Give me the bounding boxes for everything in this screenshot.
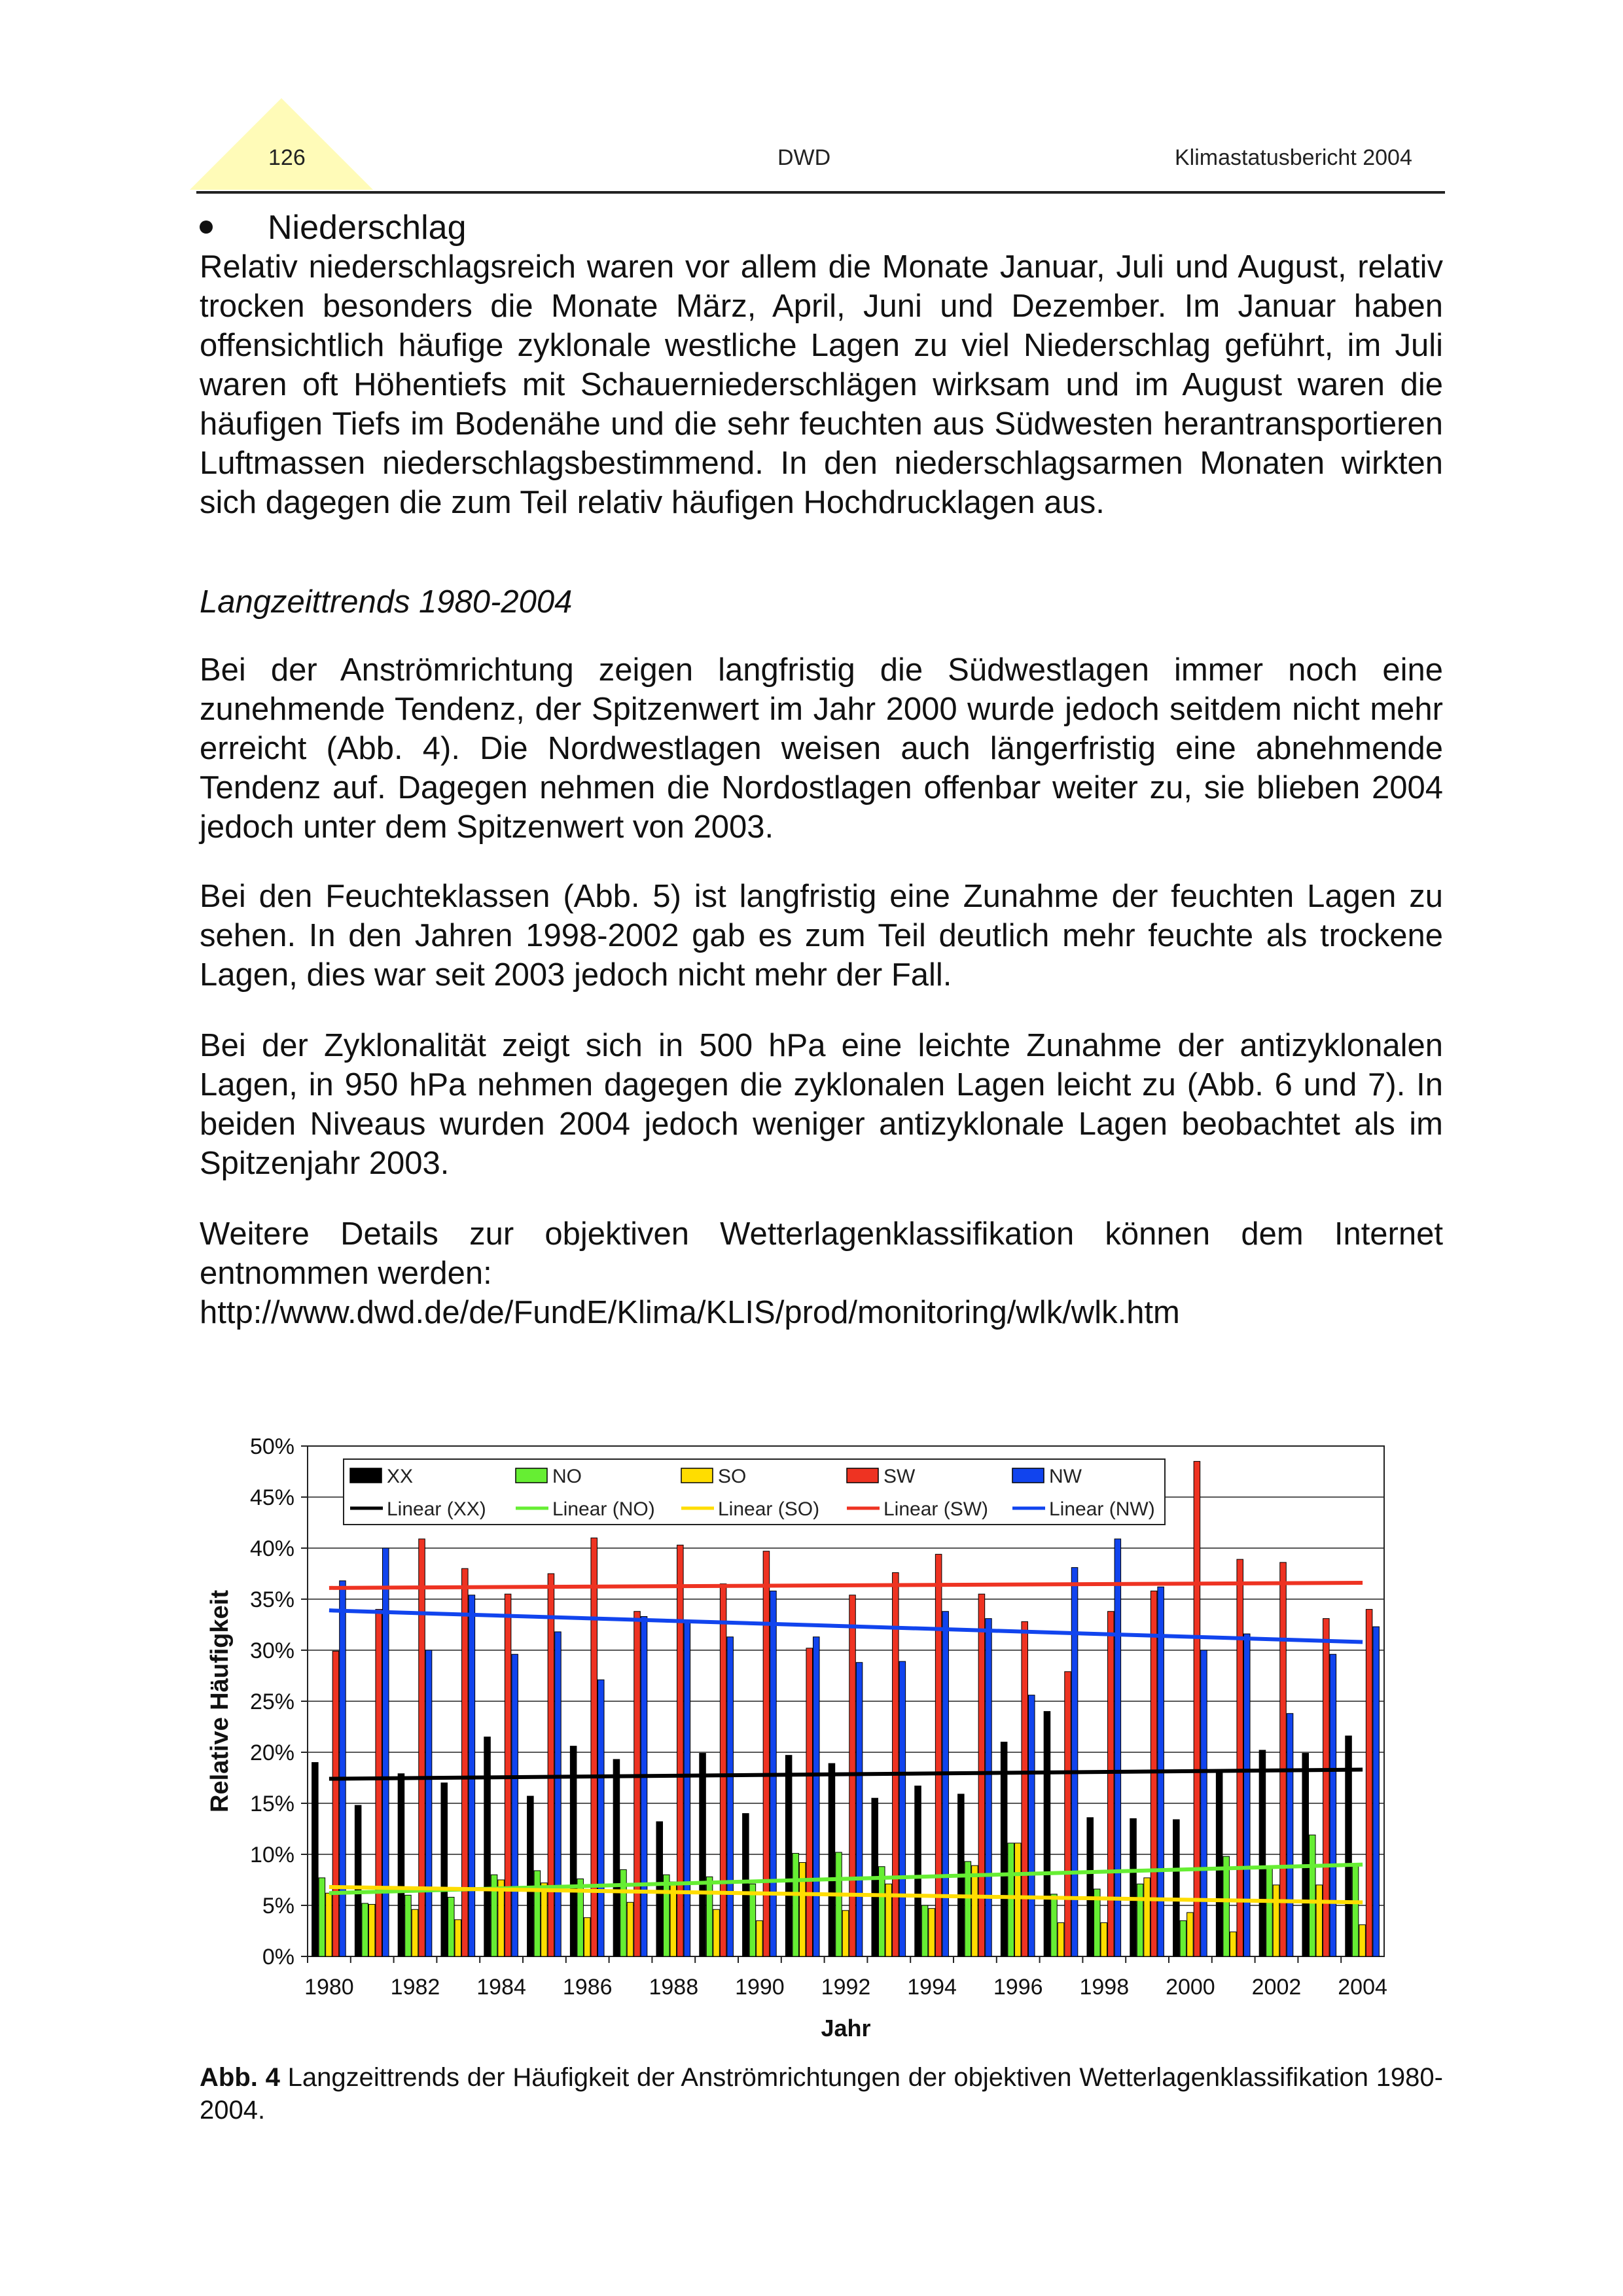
header-rule	[196, 191, 1445, 194]
x-tick-label: 1992	[821, 1975, 871, 2000]
legend-swatch-so	[681, 1468, 713, 1483]
bar-no-1993	[879, 1867, 885, 1956]
bar-sw-1999	[1150, 1591, 1157, 1956]
bar-sw-1980	[332, 1651, 339, 1956]
bar-no-1991	[793, 1853, 799, 1956]
y-tick-label: 50%	[249, 1434, 294, 1459]
bar-no-1997	[1051, 1894, 1058, 1956]
bar-nw-1987	[641, 1617, 647, 1956]
bar-nw-2004	[1373, 1627, 1380, 1956]
y-tick-label: 30%	[249, 1638, 294, 1663]
bar-so-1981	[368, 1904, 375, 1956]
caption-text: Langzeittrends der Häufigkeit der Anströmrichtungen der objektiven Wetterlagenklassifikation 1980-2004.	[200, 2063, 1443, 2125]
x-tick-label: 1994	[907, 1975, 957, 2000]
y-tick-label: 20%	[249, 1740, 294, 1765]
legend-swatch-no	[516, 1468, 547, 1483]
y-tick-label: 10%	[249, 1843, 294, 1867]
bar-nw-1994	[942, 1612, 949, 1956]
bar-nw-1992	[856, 1663, 863, 1956]
bar-no-1994	[921, 1905, 928, 1956]
bar-sw-1984	[505, 1594, 511, 1956]
bar-so-1986	[584, 1918, 590, 1956]
legend-trend-label: Linear (NW)	[1049, 1498, 1155, 1520]
bar-sw-1997	[1065, 1672, 1071, 1956]
subheading-langzeittrends: Langzeittrends 1980-2004	[200, 584, 573, 620]
bar-no-1987	[620, 1869, 627, 1956]
bar-so-1987	[627, 1902, 633, 1956]
bar-nw-1986	[597, 1680, 604, 1956]
bar-no-1999	[1137, 1884, 1143, 1956]
legend-label-nw: NW	[1049, 1466, 1082, 1487]
bar-so-1983	[455, 1920, 461, 1956]
bar-sw-2004	[1366, 1610, 1372, 1956]
bar-so-1989	[713, 1909, 720, 1956]
bar-so-1992	[842, 1911, 849, 1956]
bar-nw-1981	[382, 1548, 389, 1956]
y-tick-label: 35%	[249, 1587, 294, 1612]
x-tick-label: 1996	[993, 1975, 1043, 2000]
bar-so-1997	[1058, 1923, 1064, 1956]
bar-nw-2000	[1201, 1650, 1207, 1956]
y-tick-label: 15%	[249, 1792, 294, 1816]
bar-no-1988	[664, 1875, 670, 1956]
bar-xx-1990	[743, 1814, 749, 1956]
x-tick-label: 2004	[1338, 1975, 1387, 2000]
legend-label-no: NO	[552, 1466, 582, 1487]
bar-sw-2000	[1194, 1461, 1200, 1956]
bar-so-1990	[757, 1920, 763, 1956]
bar-xx-1991	[785, 1756, 792, 1956]
legend-trend-label: Linear (SW)	[883, 1498, 989, 1520]
trend-line-linearnw	[329, 1610, 1363, 1642]
bar-xx-1980	[312, 1763, 319, 1956]
bar-no-2003	[1310, 1835, 1316, 1956]
bar-xx-1992	[829, 1763, 835, 1956]
y-axis-label: Relative Häufigkeit	[206, 1590, 234, 1812]
bar-no-2002	[1266, 1867, 1273, 1956]
bar-no-1985	[534, 1871, 541, 1956]
caption-label: Abb. 4	[200, 2063, 280, 2092]
x-axis-label: Jahr	[821, 2015, 871, 2041]
bar-sw-2002	[1280, 1563, 1287, 1956]
y-tick-label: 40%	[249, 1536, 294, 1561]
bar-xx-1987	[613, 1759, 620, 1956]
bar-nw-1993	[899, 1661, 906, 1956]
bar-sw-1995	[978, 1594, 985, 1956]
bar-sw-1982	[419, 1539, 425, 1956]
bar-sw-1996	[1022, 1621, 1028, 1956]
legend-swatch-nw	[1012, 1468, 1044, 1483]
x-tick-label: 1986	[562, 1975, 613, 2000]
bar-no-1980	[319, 1878, 325, 1956]
paragraph-anstroemrichtung: Bei der Anströmrichtung zeigen langfristig die Südwestlagen immer noch eine zunehmende Tendenz, der Spitzenwert im Jahr 2000 wurde jedoch seitdem nicht mehr erreicht (Abb. 4). Die Nordwestlagen weisen auch längerfristig eine abnehmende Tendenz auf. Dagegen nehmen die Nordostlagen offenbar weiter zu, sie blieben 2004 jedoch unter dem Spitzenwert von 2003.	[200, 652, 1443, 845]
bar-xx-1994	[915, 1786, 921, 1956]
bar-no-1989	[706, 1877, 713, 1956]
y-tick-label: 25%	[249, 1689, 294, 1714]
url-link[interactable]: http://www.dwd.de/de/FundE/Klima/KLIS/prod/monitoring/wlk/wlk.htm	[200, 1295, 1180, 1330]
bar-so-2000	[1187, 1913, 1194, 1956]
bar-sw-1985	[548, 1574, 554, 1956]
bar-nw-2001	[1243, 1634, 1250, 1956]
bar-nw-1995	[986, 1619, 992, 1956]
legend-trend-label: Linear (SO)	[718, 1498, 820, 1520]
bar-so-2003	[1316, 1885, 1323, 1956]
bar-nw-1985	[555, 1632, 562, 1956]
bar-so-1982	[412, 1909, 418, 1956]
bar-no-2001	[1223, 1856, 1230, 1956]
bar-no-1981	[362, 1903, 368, 1956]
paragraph-zyklonalitaet: Bei der Zyklonalität zeigt sich in 500 hPa eine leichte Zunahme der antizyklonalen Lagen, in 950 hPa nehmen dagegen die zyklonalen Lagen leicht zu (Abb. 6 und 7). In beiden Niveaus wurden 2004 jedoch weniger antizyklonale Lagen beobachtet als im Spitzenjahr 2003.	[200, 1028, 1443, 1181]
bar-so-1998	[1101, 1923, 1107, 1956]
bar-xx-2001	[1216, 1773, 1222, 1956]
bar-xx-1981	[355, 1805, 361, 1956]
y-tick-label: 45%	[249, 1485, 294, 1510]
bar-sw-1983	[462, 1568, 469, 1956]
x-tick-label: 1998	[1079, 1975, 1130, 2000]
x-tick-label: 1982	[390, 1975, 440, 2000]
bar-xx-2003	[1302, 1754, 1309, 1956]
bar-sw-1988	[677, 1545, 684, 1956]
legend-trend-label: Linear (XX)	[387, 1498, 486, 1520]
x-tick-label: 1988	[649, 1975, 699, 2000]
page-number: 126	[268, 145, 306, 170]
bar-xx-1997	[1044, 1712, 1050, 1956]
y-tick-label: 0%	[262, 1945, 294, 1969]
trend-line-linearsw	[329, 1583, 1363, 1588]
bar-no-2000	[1180, 1920, 1186, 1956]
bar-xx-1988	[656, 1822, 663, 1956]
bar-xx-1984	[484, 1737, 491, 1956]
bar-nw-2002	[1287, 1714, 1293, 1956]
legend-swatch-xx	[350, 1468, 382, 1483]
bar-xx-1985	[527, 1796, 534, 1956]
bar-xx-1982	[398, 1774, 404, 1956]
page-corner-triangle	[190, 98, 373, 190]
bar-xx-1998	[1087, 1818, 1094, 1956]
bar-so-2002	[1273, 1885, 1279, 1956]
bar-xx-2000	[1173, 1820, 1180, 1956]
bar-no-2004	[1352, 1865, 1359, 1956]
bar-sw-1981	[376, 1610, 382, 1956]
bar-no-1996	[1008, 1843, 1014, 1956]
bar-no-1983	[448, 1898, 455, 1956]
bar-nw-1980	[340, 1581, 346, 1956]
bullet-heading	[200, 208, 467, 247]
x-tick-label: 2000	[1166, 1975, 1215, 2000]
bar-nw-2003	[1330, 1654, 1336, 1956]
bar-sw-1991	[806, 1648, 813, 1956]
bar-so-1999	[1144, 1878, 1150, 1956]
y-tick-label: 5%	[262, 1894, 294, 1918]
bullet-title: Niederschlag	[268, 209, 467, 247]
bar-xx-1999	[1130, 1818, 1137, 1956]
bar-nw-1984	[512, 1654, 518, 1956]
bar-so-1991	[799, 1862, 806, 1956]
header-right: Klimastatusbericht 2004	[1175, 145, 1412, 170]
bar-no-1982	[405, 1895, 412, 1956]
bar-so-1996	[1014, 1843, 1021, 1956]
bar-no-1992	[836, 1852, 842, 1956]
paragraph-feuchteklassen: Bei den Feuchteklassen (Abb. 5) ist langfristig eine Zunahme der feuchten Lagen zu sehen. In den Jahren 1998-2002 gab es zum Teil deutlich mehr feuchte als trockene Lagen, dies war seit 2003 jedoch nicht mehr der Fall.	[200, 879, 1443, 993]
x-tick-label: 1980	[304, 1975, 354, 2000]
bar-sw-1987	[634, 1612, 641, 1956]
bar-so-1985	[541, 1883, 548, 1956]
bar-so-1995	[972, 1865, 978, 1956]
x-tick-label: 2002	[1251, 1975, 1302, 2000]
paragraph-internet: Weitere Details zur objektiven Wetterlagenklassifikation können dem Internet entnommen werden:	[200, 1216, 1443, 1291]
bullet-icon	[200, 221, 213, 234]
header-center: DWD	[777, 145, 831, 170]
bar-sw-1986	[591, 1538, 597, 1956]
bar-so-1994	[929, 1909, 935, 1956]
legend-trend-label: Linear (NO)	[552, 1498, 655, 1520]
bar-nw-1991	[813, 1637, 819, 1956]
legend-label-sw: SW	[883, 1466, 916, 1487]
bar-chart	[196, 1407, 1440, 2048]
bar-xx-1983	[441, 1783, 448, 1956]
bar-sw-1993	[893, 1572, 899, 1956]
bar-nw-1996	[1028, 1695, 1035, 1956]
bar-so-2004	[1359, 1925, 1366, 1956]
bar-xx-2002	[1259, 1750, 1266, 1956]
bar-nw-1988	[684, 1621, 690, 1956]
bar-so-1980	[326, 1893, 332, 1956]
x-tick-label: 1984	[476, 1975, 526, 2000]
legend-swatch-sw	[847, 1468, 878, 1483]
bar-nw-1982	[425, 1650, 432, 1956]
bar-sw-1989	[720, 1584, 726, 1956]
bar-sw-1990	[763, 1551, 770, 1956]
legend-label-xx: XX	[387, 1466, 414, 1487]
bar-so-2001	[1230, 1932, 1236, 1956]
bar-xx-1989	[700, 1754, 706, 1956]
figure-caption	[200, 2061, 1443, 2127]
paragraph-niederschlag: Relativ niederschlagsreich waren vor allem die Monate Januar, Juli und August, relativ trocken besonders die Monate März, April, Juni und Dezember. Im Januar haben offensichtlich häufige zyklonale westliche Lagen zu viel Niederschlag geführt, im Juli waren oft Höhentiefs mit Schauerniederschlägen wirksam und im August waren die häufigen Tiefs im Bodenähe und die sehr feuchten aus Südwesten herantransportieren Luftmassen niederschlagsbestimmend. In den niederschlagsarmen Monaten wirkten sich dagegen die zum Teil relativ häufigen Hochdrucklagen aus.	[200, 249, 1443, 520]
bar-sw-2003	[1323, 1619, 1330, 1956]
legend-label-so: SO	[718, 1466, 747, 1487]
bar-sw-2001	[1237, 1559, 1243, 1956]
bar-nw-1989	[727, 1637, 734, 1956]
x-tick-label: 1990	[735, 1975, 785, 2000]
bar-sw-1998	[1108, 1612, 1115, 1956]
bar-nw-1998	[1115, 1539, 1121, 1956]
